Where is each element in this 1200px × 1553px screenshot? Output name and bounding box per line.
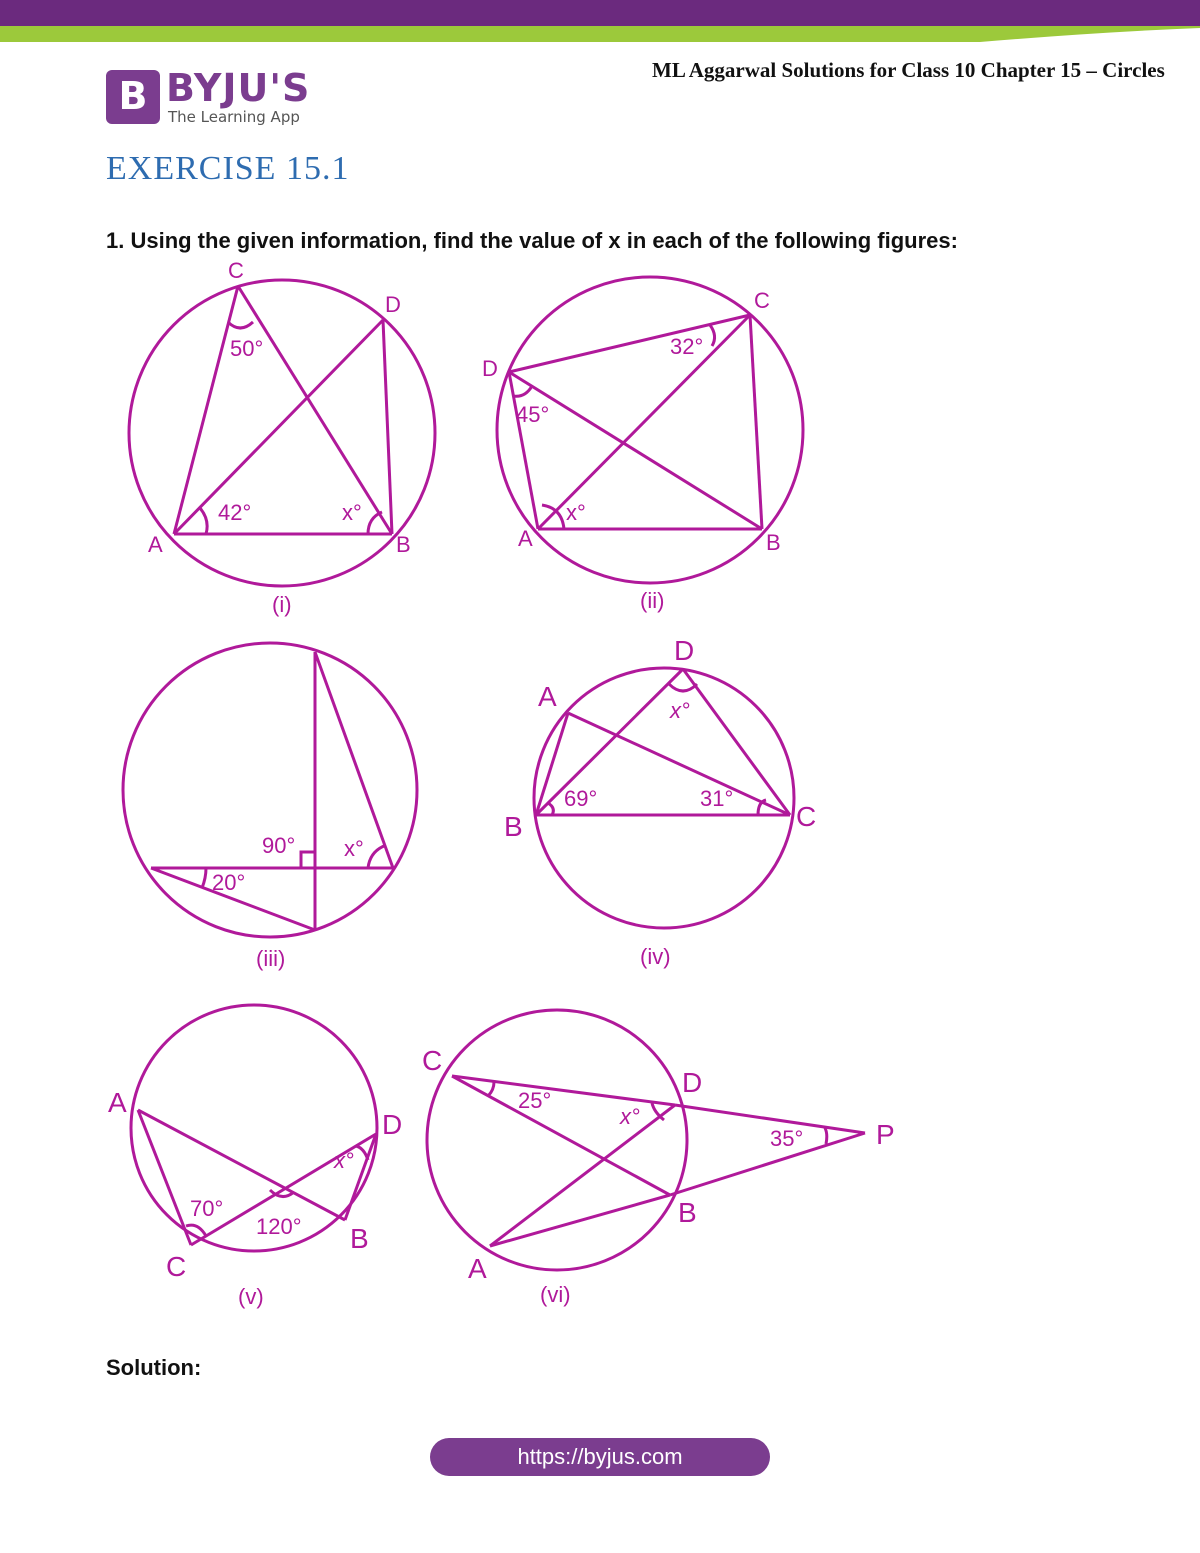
- fig2-angle-d: 45°: [516, 402, 550, 427]
- fig6-label-b: B: [678, 1197, 697, 1228]
- fig5-label-c: C: [166, 1251, 187, 1282]
- fig2-angle-a: x°: [566, 500, 586, 525]
- fig3-angle-left: 20°: [212, 870, 246, 895]
- fig3-angle-x: x°: [344, 836, 364, 861]
- figures-area: [0, 250, 1200, 1320]
- fig6-label-p: P: [876, 1119, 895, 1150]
- fig4-label-c: C: [796, 801, 817, 832]
- logo-icon: B: [106, 70, 160, 124]
- brand-tagline: The Learning App: [168, 108, 300, 126]
- fig4-label-b: B: [504, 811, 523, 842]
- figure-3: [123, 643, 417, 937]
- fig6-label-d: D: [682, 1067, 703, 1098]
- fig6-angle-p: 35°: [770, 1126, 804, 1151]
- fig3-caption: (iii): [256, 946, 286, 971]
- fig4-angle-b: 69°: [564, 786, 598, 811]
- fig2-label-a: A: [518, 526, 533, 551]
- header-bar-purple: [0, 0, 1200, 26]
- figure-5: [131, 1005, 377, 1251]
- figure-2: [497, 277, 803, 583]
- fig1-label-c: C: [228, 258, 244, 283]
- exercise-title: EXERCISE 15.1: [106, 150, 350, 187]
- fig1-angle-b: x°: [342, 500, 362, 525]
- fig5-label-b: B: [350, 1223, 369, 1254]
- fig3-angle-right: 90°: [262, 833, 296, 858]
- fig6-label-c: C: [422, 1045, 443, 1076]
- fig5-label-a: A: [108, 1087, 127, 1118]
- footer-url-link[interactable]: https://byjus.com: [430, 1438, 770, 1476]
- fig5-angle-d: x°: [334, 1148, 354, 1173]
- fig4-label-a: A: [538, 681, 557, 712]
- fig2-caption: (ii): [640, 588, 665, 613]
- fig2-label-d: D: [482, 356, 498, 381]
- fig5-angle-e: 120°: [256, 1214, 302, 1239]
- figure-1: [129, 280, 435, 586]
- fig1-label-d: D: [385, 292, 401, 317]
- fig2-label-c: C: [754, 288, 770, 313]
- fig6-angle-c: 25°: [518, 1088, 552, 1113]
- brand-name: BYJU'S: [166, 66, 311, 110]
- fig5-angle-c: 70°: [190, 1196, 224, 1221]
- fig5-label-d: D: [382, 1109, 403, 1140]
- fig2-label-b: B: [766, 530, 781, 555]
- fig6-label-a: A: [468, 1253, 487, 1284]
- fig1-angle-c: 50°: [230, 336, 264, 361]
- fig2-angle-c: 32°: [670, 334, 704, 359]
- byjus-logo: [104, 68, 334, 130]
- question-text: 1. Using the given information, find the value of x in each of the following figures:: [106, 228, 958, 253]
- fig6-angle-d: x°: [620, 1104, 640, 1129]
- fig1-angle-a: 42°: [218, 500, 252, 525]
- fig4-label-d: D: [674, 635, 695, 666]
- fig1-caption: (i): [272, 592, 292, 617]
- document-title: ML Aggarwal Solutions for Class 10 Chapter 15 – Circles: [652, 58, 1165, 82]
- fig1-label-b: B: [396, 532, 411, 557]
- fig4-angle-c: 31°: [700, 786, 734, 811]
- fig4-caption: (iv): [640, 944, 671, 969]
- header-bar-green: [0, 26, 1200, 42]
- fig1-label-a: A: [148, 532, 163, 557]
- fig6-caption: (vi): [540, 1282, 571, 1307]
- fig4-angle-d: x°: [670, 698, 690, 723]
- fig5-caption: (v): [238, 1284, 264, 1309]
- solution-label: Solution:: [106, 1355, 202, 1380]
